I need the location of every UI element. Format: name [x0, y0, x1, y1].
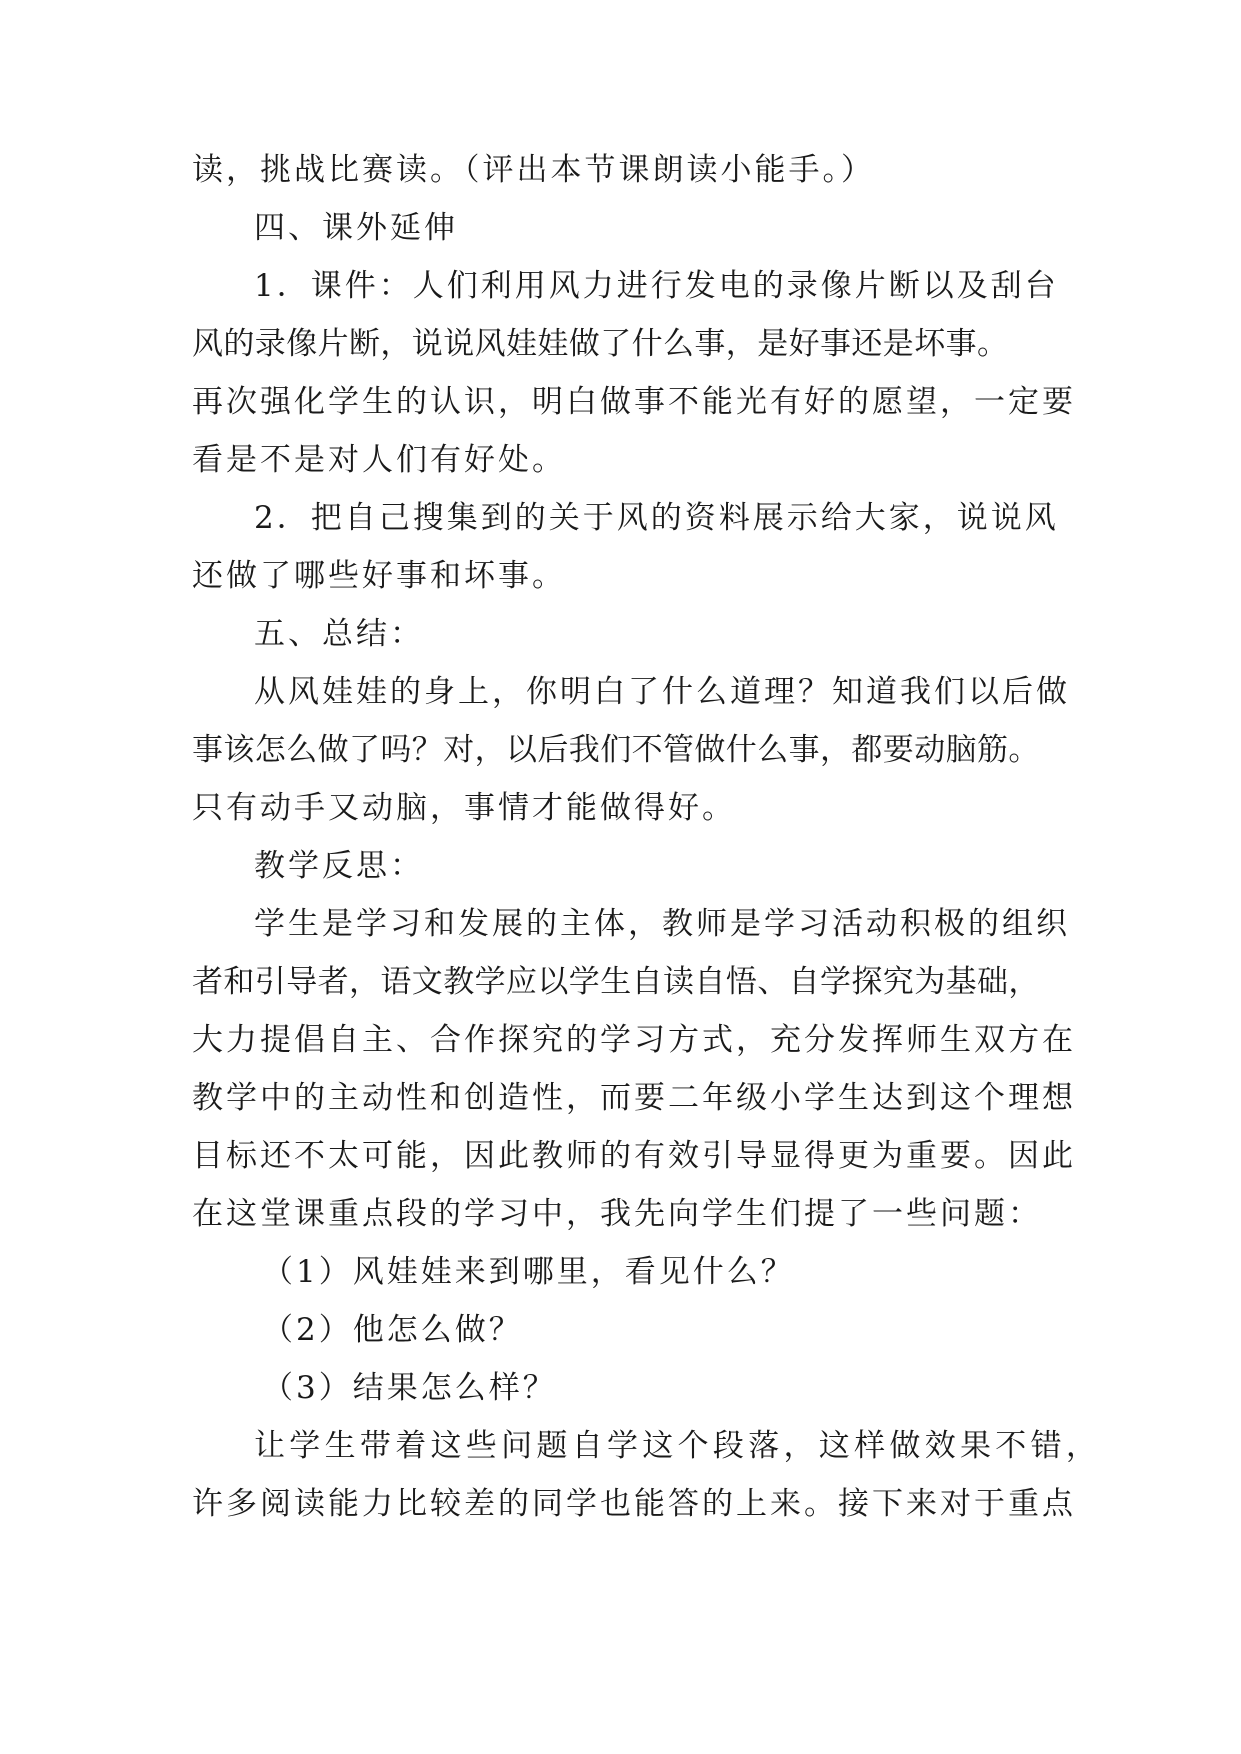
- text-line: 读，挑战比赛读。（评出本节课朗读小能手。）: [192, 152, 875, 188]
- text-line: 学生是学习和发展的主体，教师是学习活动积极的组织: [254, 906, 1070, 942]
- list-item: （2）他怎么做？: [262, 1312, 523, 1348]
- text-line: 许多阅读能力比较差的同学也能答的上来。接下来对于重点: [192, 1486, 1076, 1522]
- text-line: 1．课件：人们利用风力进行发电的录像片断以及刮台: [254, 268, 1059, 304]
- section-heading: 教学反思：: [254, 848, 424, 884]
- list-item: （1）风娃娃来到哪里，看见什么？: [262, 1254, 795, 1290]
- text-line: 还做了哪些好事和坏事。: [192, 558, 566, 594]
- text-line: 让学生带着这些问题自学这个段落，这样做效果不错，: [254, 1428, 1102, 1464]
- section-heading: 五、总结：: [254, 616, 424, 652]
- text-line: 风的录像片断，说说风娃娃做了什么事，是好事还是坏事。: [192, 326, 1009, 362]
- text-line: 目标还不太可能，因此教师的有效引导显得更为重要。因此: [192, 1138, 1076, 1174]
- text-line: 看是不是对人们有好处。: [192, 442, 566, 478]
- text-line: 事该怎么做了吗？对，以后我们不管做什么事，都要动脑筋。: [192, 732, 1040, 768]
- section-heading: 四、课外延伸: [254, 210, 458, 246]
- text-line: 2．把自己搜集到的关于风的资料展示给大家，说说风: [254, 500, 1059, 536]
- text-line: 在这堂课重点段的学习中，我先向学生们提了一些问题：: [192, 1196, 1042, 1232]
- text-line: 教学中的主动性和创造性，而要二年级小学生达到这个理想: [192, 1080, 1076, 1116]
- text-line: 只有动手又动脑，事情才能做得好。: [192, 790, 736, 826]
- text-line: 者和引导者，语文教学应以学生自读自悟、自学探究为基础，: [192, 964, 1040, 1000]
- list-item: （3）结果怎么样？: [262, 1370, 557, 1406]
- text-line: 再次强化学生的认识，明白做事不能光有好的愿望，一定要: [192, 384, 1076, 420]
- text-line: 大力提倡自主、合作探究的学习方式，充分发挥师生双方在: [192, 1022, 1076, 1058]
- text-line: 从风娃娃的身上，你明白了什么道理？知道我们以后做: [254, 674, 1070, 710]
